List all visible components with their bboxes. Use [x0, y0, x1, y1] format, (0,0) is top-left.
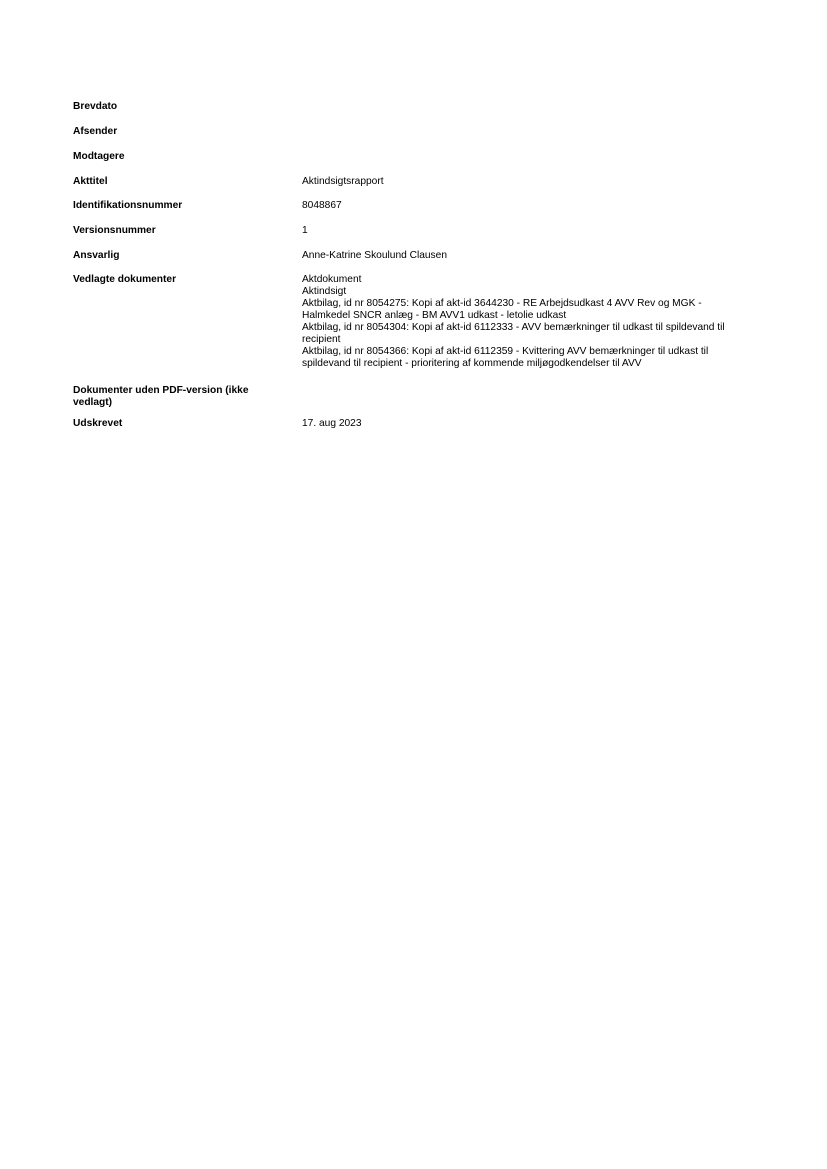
field-row-vedlagte-dokumenter [73, 274, 763, 385]
attached-document-line: spildevand til recipient - prioritering af kommende miljøgodkendelser til AVV [302, 358, 642, 369]
attached-document-line: Aktindsigt [302, 286, 347, 297]
label-line: Dokumenter uden PDF-version (ikke [73, 385, 249, 396]
field-row-akttitel [73, 176, 763, 200]
field-label-udskrevet: Udskrevet [73, 418, 123, 429]
field-value-identifikationsnummer: 8048867 [302, 200, 342, 211]
field-value-vedlagte-dokumenter [302, 274, 762, 370]
field-label-dokumenter-uden-pdf [73, 385, 302, 409]
field-value-ansvarlig: Anne-Katrine Skoulund Clausen [302, 250, 447, 261]
field-row-modtagere [73, 151, 763, 176]
field-row-ansvarlig [73, 250, 763, 274]
field-label-vedlagte-dokumenter: Vedlagte dokumenter [73, 274, 177, 285]
field-value-udskrevet: 17. aug 2023 [302, 418, 362, 429]
field-label-afsender: Afsender [73, 126, 118, 137]
field-value-versionsnummer: 1 [302, 225, 308, 236]
attached-document-line: Aktbilag, id nr 8054275: Kopi af akt-id 3644230 - RE Arbejdsudkast 4 AVV Rev og MGK - [302, 298, 702, 309]
field-row-dokumenter-uden-pdf [73, 385, 763, 418]
attached-document-line: Halmkedel SNCR anlæg - BM AVV1 udkast - letolie udkast [302, 310, 567, 321]
field-label-identifikationsnummer: Identifikationsnummer [73, 200, 183, 211]
attached-document-line: Aktbilag, id nr 8054304: Kopi af akt-id 6112333 - AVV bemærkninger til udkast til spildevand til [302, 322, 725, 333]
field-row-identifikationsnummer [73, 200, 763, 225]
attached-document-line: Aktdokument [302, 274, 362, 285]
field-value-akttitel: Aktindsigtsrapport [302, 176, 384, 187]
attached-document-line: Aktbilag, id nr 8054366: Kopi af akt-id 6112359 - Kvittering AVV bemærkninger til udkast til [302, 346, 709, 357]
field-row-brevdato [73, 101, 763, 126]
field-label-modtagere: Modtagere [73, 151, 125, 162]
report-fields-table [73, 101, 763, 433]
label-line: vedlagt) [73, 397, 113, 408]
field-label-akttitel: Akttitel [73, 176, 108, 187]
field-label-versionsnummer: Versionsnummer [73, 225, 156, 236]
field-row-versionsnummer [73, 225, 763, 250]
field-row-afsender [73, 126, 763, 151]
field-row-udskrevet [73, 418, 763, 433]
attached-document-line: recipient [302, 334, 341, 345]
field-label-brevdato: Brevdato [73, 101, 118, 112]
field-label-ansvarlig: Ansvarlig [73, 250, 120, 261]
